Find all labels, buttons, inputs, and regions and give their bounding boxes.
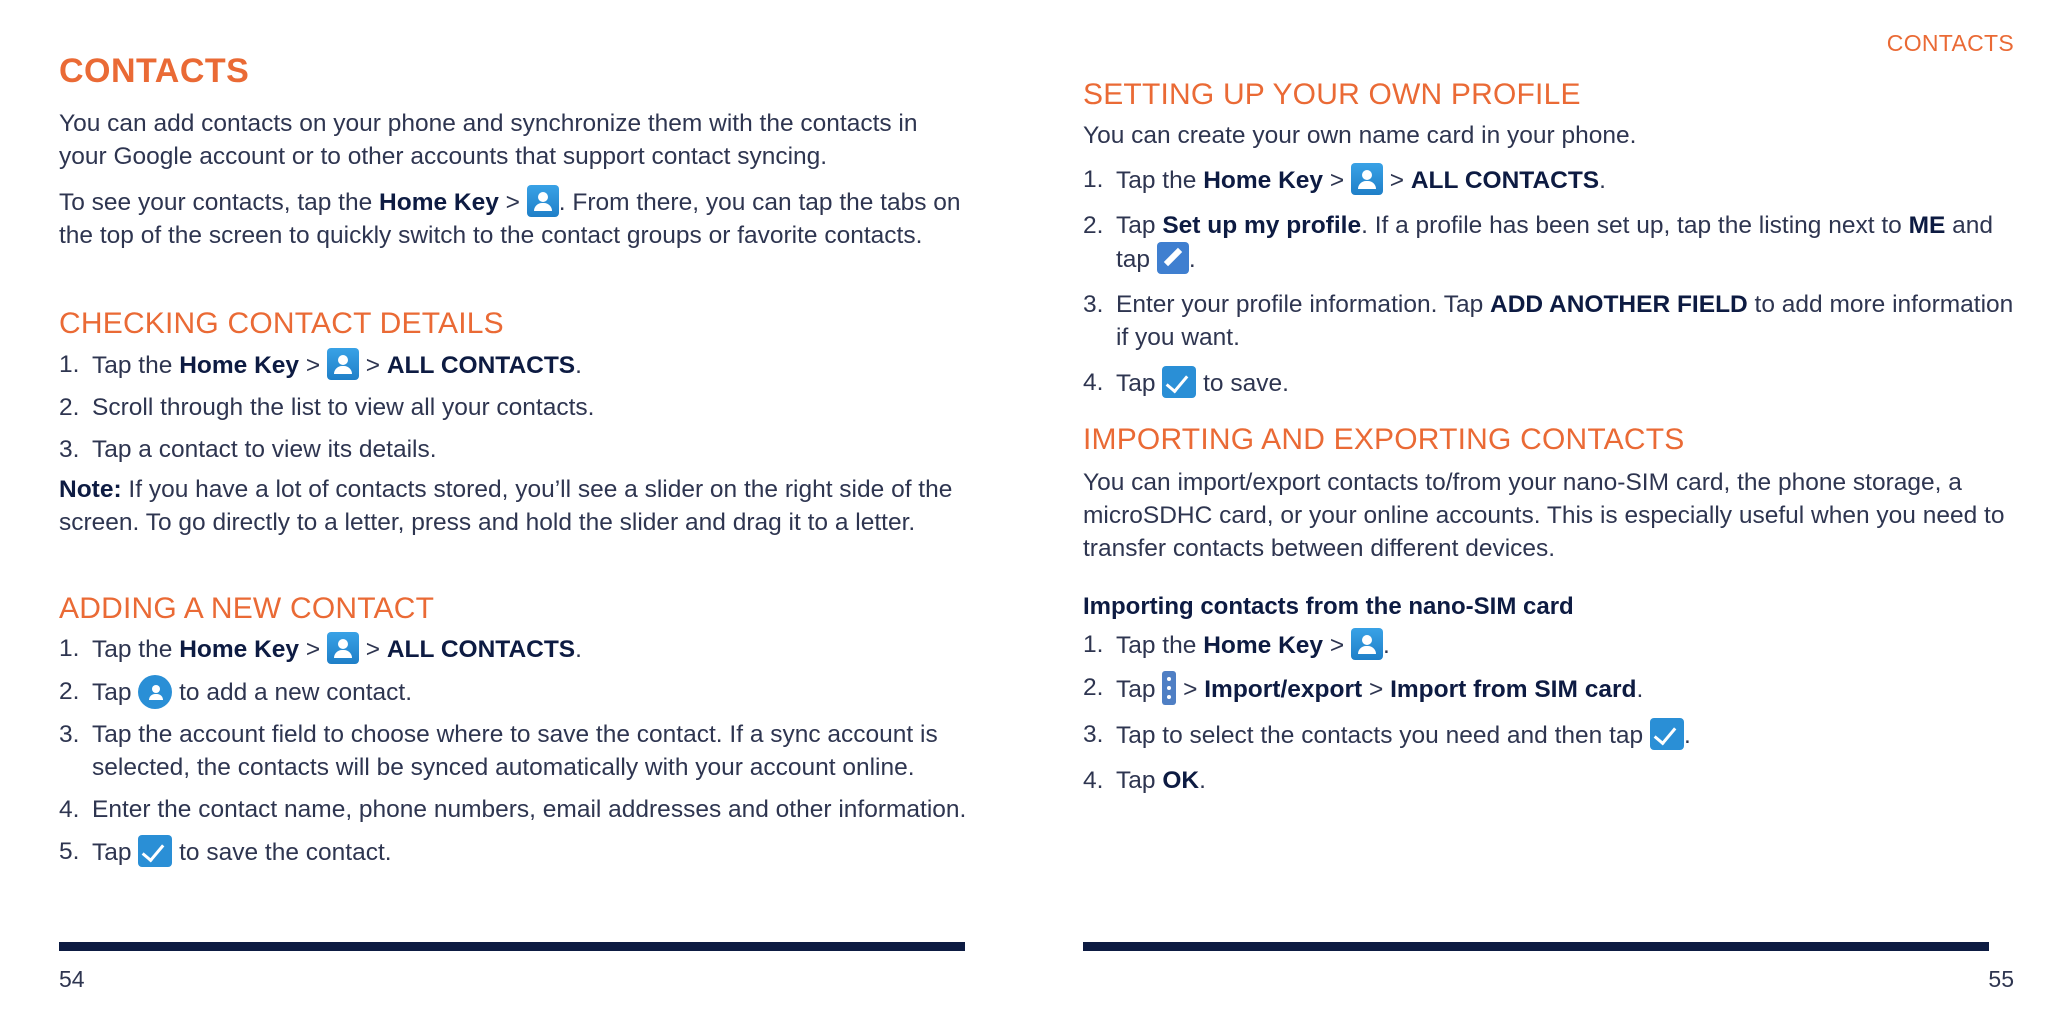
list-item: 3. Enter your profile information. Tap ADD ANOTHER FIELD to add more information if you want. [1083, 291, 2014, 351]
checkmark-save-icon [1650, 718, 1684, 750]
contacts-app-icon [527, 185, 559, 217]
page-number: 54 [59, 966, 85, 992]
list-item: 2. Tap to add a new contact. [59, 675, 969, 709]
list-item: 1. Tap the Home Key > . [1083, 628, 2023, 662]
overflow-menu-icon [1162, 671, 1176, 705]
checkmark-save-icon [1162, 366, 1196, 398]
section-title-checking: CHECKING CONTACT DETAILS [59, 307, 504, 340]
footer-rule [1083, 942, 1989, 951]
add-contact-icon [138, 675, 172, 709]
note-paragraph: Note: If you have a lot of contacts stored, you’ll see a slider on the right side of the screen. To go directly to a letter, press and hold the slider and drag it to a letter. [59, 476, 953, 536]
checkmark-save-icon [138, 835, 172, 867]
contacts-app-icon [1351, 163, 1383, 195]
left-page [0, 0, 980, 1024]
contacts-app-icon [327, 348, 359, 380]
list-item: 3. Tap a contact to view its details. [59, 436, 437, 463]
section-title-importing: IMPORTING AND EXPORTING CONTACTS [1083, 423, 1685, 456]
importing-subheading: Importing contacts from the nano-SIM card [1083, 593, 1574, 620]
page-number: 55 [1988, 966, 2014, 992]
list-item: 1. Tap the Home Key > > ALL CONTACTS. [59, 632, 969, 666]
contacts-app-icon [1351, 628, 1383, 660]
checking-steps [59, 348, 969, 466]
list-item: 4. Tap OK. [1083, 767, 1206, 794]
page-title: CONTACTS [59, 52, 250, 90]
contacts-app-icon [327, 632, 359, 664]
importing-intro: You can import/export contacts to/from your nano-SIM card, the phone storage, a microSDHC card, or your online accounts. This is especially useful when you need to transfer contacts between different devices. [1083, 469, 2005, 562]
footer-rule [59, 942, 965, 951]
list-item: 2. Tap > Import/export > Import from SIM card. [1083, 671, 2023, 706]
list-item: 4. Tap to save. [1083, 366, 2023, 400]
edit-pencil-icon [1157, 242, 1189, 274]
adding-steps [59, 632, 969, 869]
list-item: 1. Tap the Home Key > > ALL CONTACTS. [59, 348, 969, 382]
list-item: 2. Scroll through the list to view all your contacts. [59, 394, 595, 421]
section-title-profile: SETTING UP YOUR OWN PROFILE [1083, 78, 1581, 111]
intro-paragraph: You can add contacts on your phone and synchronize them with the contacts in your Google account or to other accounts that support contact syncing. [59, 110, 918, 170]
running-header: CONTACTS [1886, 30, 2014, 56]
list-item: 2. Tap Set up my profile. If a profile has been set up, tap the listing next to ME and tap . [1083, 212, 1994, 273]
list-item: 5. Tap to save the contact. [59, 835, 969, 869]
intro-paragraph-2: To see your contacts, tap the Home Key > . From there, you can tap the tabs on the top of the screen to quickly switch to the contact groups or favorite contacts. [59, 185, 969, 252]
section-title-adding: ADDING A NEW CONTACT [59, 592, 435, 625]
list-item: 1. Tap the Home Key > > ALL CONTACTS. [1083, 163, 2023, 197]
profile-steps [1083, 163, 2023, 400]
list-item: 4. Enter the contact name, phone numbers, email addresses and other information. [59, 796, 967, 823]
list-item: 3. Tap the account field to choose where to save the contact. If a sync account is selected, the contacts will be synced automatically with your account online. [59, 721, 938, 781]
profile-intro: You can create your own name card in your phone. [1083, 122, 1637, 149]
list-item: 3. Tap to select the contacts you need and then tap . [1083, 718, 2023, 752]
importing-steps [1083, 628, 2023, 797]
right-page [1024, 0, 2048, 1024]
